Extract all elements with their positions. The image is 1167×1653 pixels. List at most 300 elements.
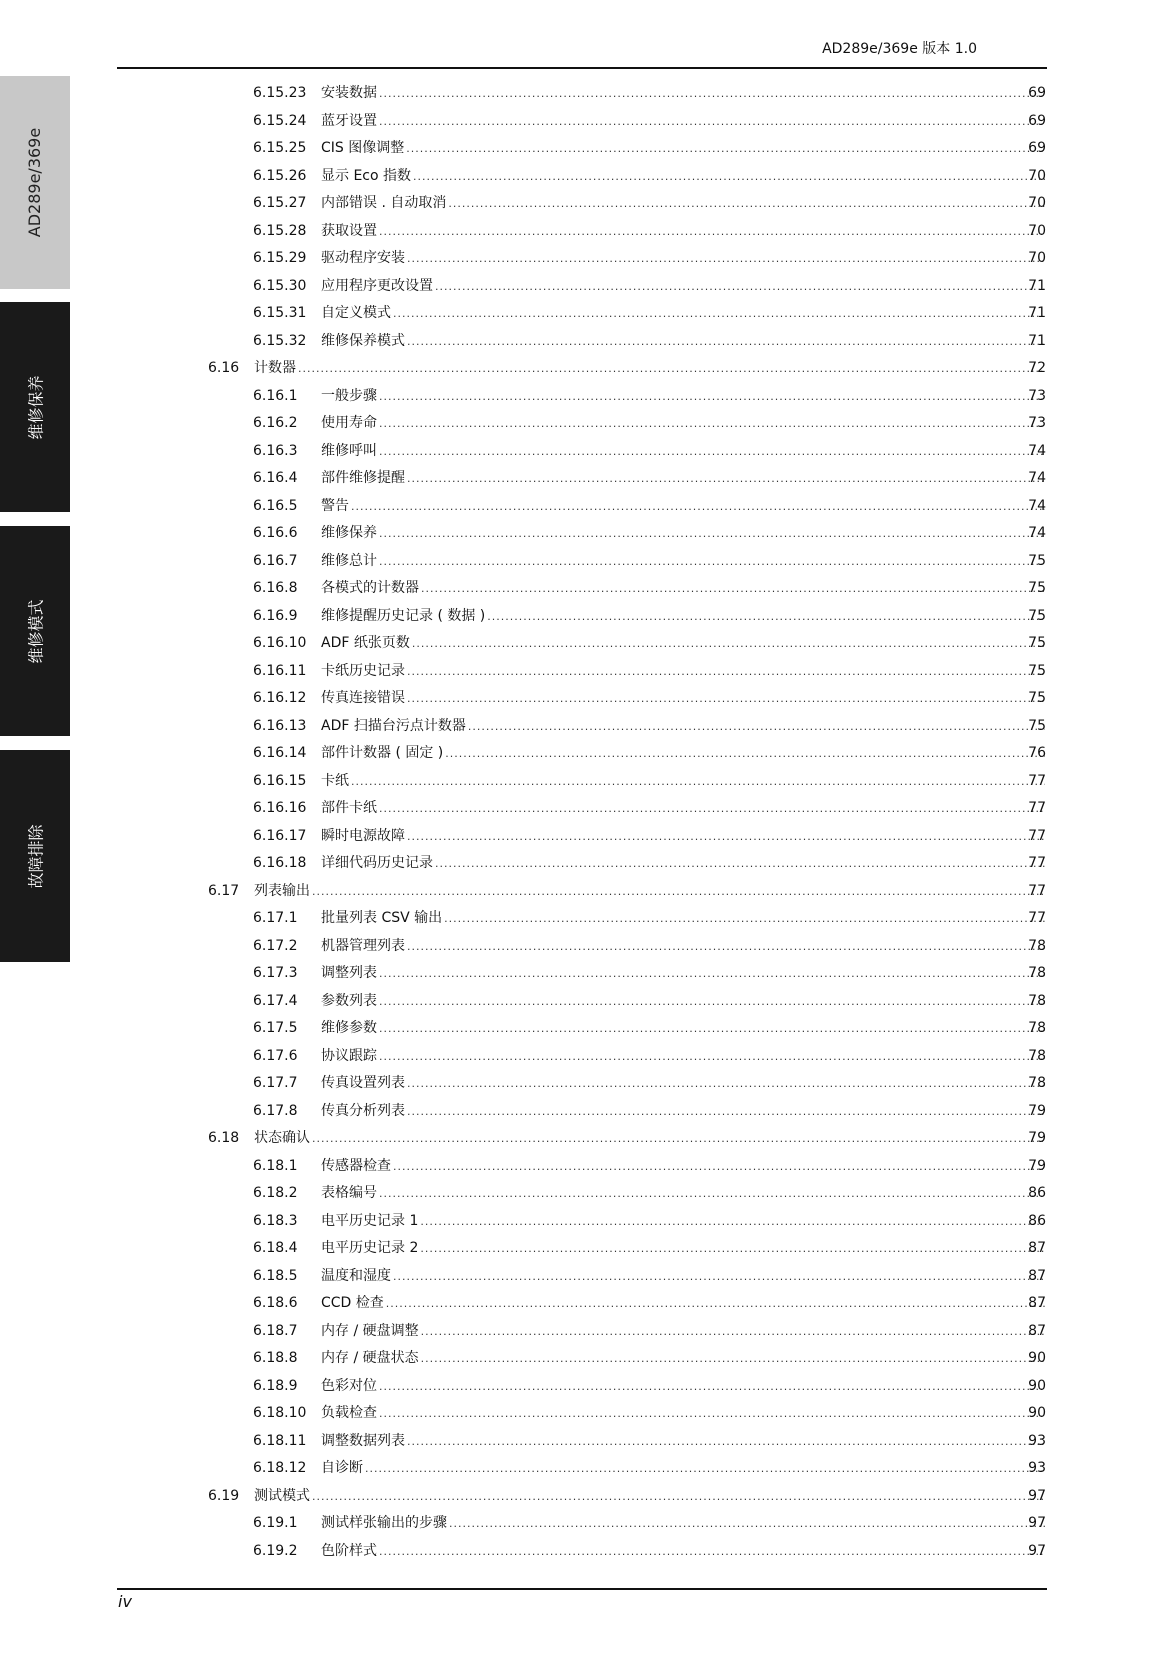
toc-entry-page: 86 [1028, 1212, 1046, 1229]
toc-entry[interactable] [0, 1125, 1167, 1153]
toc-entry-title: 一般步骤 [321, 387, 377, 404]
dot-leader [393, 300, 1045, 328]
toc-entry-page: 71 [1028, 277, 1046, 294]
toc-entry-title: 测试样张输出的步骤 [321, 1515, 447, 1531]
toc-entry[interactable] [0, 135, 1167, 163]
toc-entry-title: 负载检查 [321, 1405, 377, 1421]
toc-entry-title: 安装数据 [321, 85, 377, 101]
toc-entry-title-wrap [321, 713, 1045, 741]
toc-entry[interactable] [0, 300, 1167, 328]
toc-entry-number: 6.16.1 [253, 387, 298, 404]
toc-entry-number: 6.15.32 [253, 332, 307, 349]
dot-leader [379, 520, 1045, 548]
dot-leader [379, 383, 1045, 411]
toc-entry[interactable] [0, 1538, 1167, 1566]
toc-entry-title: 机器管理列表 [321, 937, 405, 954]
toc-entry-page: 97 [1028, 1542, 1046, 1559]
dot-leader [421, 1345, 1045, 1373]
toc-entry-title: 维修呼叫 [321, 442, 377, 459]
toc-entry-title: 色彩对位 [321, 1377, 377, 1394]
toc-entry-title-wrap [321, 108, 1045, 136]
toc-entry-title-wrap [321, 410, 1045, 438]
toc-entry-number: 6.16.11 [253, 662, 307, 679]
dot-leader [379, 548, 1045, 576]
toc-entry-page: 78 [1028, 1075, 1046, 1091]
toc-entry[interactable] [0, 80, 1167, 108]
toc-entry-page: 78 [1028, 1020, 1046, 1036]
toc-entry-page: 75 [1028, 607, 1046, 624]
toc-entry-number: 6.18 [208, 1130, 240, 1146]
toc-entry-title-wrap [321, 1510, 1045, 1538]
toc-entry-number: 6.16.16 [253, 800, 307, 816]
toc-entry-page: 87 [1028, 1267, 1046, 1284]
table-of-contents [0, 80, 1167, 1565]
dot-leader [435, 850, 1045, 878]
toc-entry-title: 协议跟踪 [321, 1047, 377, 1064]
toc-entry[interactable] [0, 1290, 1167, 1318]
toc-entry-page: 97 [1028, 1515, 1046, 1531]
toc-entry-number: 6.16.9 [253, 607, 298, 624]
toc-entry-page: 69 [1028, 85, 1046, 101]
toc-entry-number: 6.18.11 [253, 1432, 307, 1449]
dot-leader [379, 1043, 1045, 1071]
toc-entry-number: 6.18.9 [253, 1377, 298, 1394]
dot-leader [420, 1235, 1045, 1263]
toc-entry-title-wrap [321, 1180, 1045, 1208]
toc-entry-title-wrap [321, 1070, 1045, 1098]
dot-leader [435, 273, 1045, 301]
toc-entry-number: 6.18.5 [253, 1267, 298, 1284]
dot-leader [407, 1098, 1045, 1126]
toc-entry-page: 97 [1028, 1487, 1046, 1504]
toc-entry-page: 70 [1028, 195, 1046, 211]
toc-entry-number: 6.16.18 [253, 855, 307, 871]
toc-entry-title-wrap [321, 1098, 1045, 1126]
dot-leader [445, 740, 1045, 768]
toc-entry-title-wrap [254, 1125, 1045, 1153]
toc-entry[interactable] [0, 410, 1167, 438]
toc-entry-page: 78 [1028, 965, 1046, 981]
toc-entry-number: 6.16.5 [253, 497, 298, 514]
dot-leader [312, 1483, 1045, 1511]
toc-entry-title: 列表输出 [254, 882, 310, 899]
toc-entry-title-wrap [321, 1153, 1045, 1181]
dot-leader [379, 410, 1045, 438]
dot-leader [386, 1290, 1045, 1318]
toc-entry-title-wrap [321, 493, 1045, 521]
toc-entry-page: 73 [1028, 415, 1046, 431]
toc-entry-title-wrap [321, 300, 1045, 328]
toc-entry-number: 6.18.12 [253, 1460, 307, 1476]
toc-entry-title-wrap [321, 823, 1045, 851]
toc-entry-title: 详细代码历史记录 [321, 855, 433, 871]
toc-entry[interactable] [0, 548, 1167, 576]
toc-entry[interactable] [0, 1208, 1167, 1236]
toc-entry-page: 93 [1028, 1460, 1046, 1476]
toc-entry[interactable] [0, 1153, 1167, 1181]
dot-leader [312, 878, 1045, 906]
toc-entry-number: 6.15.23 [253, 85, 307, 101]
side-tab-label: 维修保养 [26, 374, 46, 440]
dot-leader [421, 575, 1045, 603]
toc-entry[interactable] [0, 1428, 1167, 1456]
toc-entry-number: 6.17 [208, 882, 240, 899]
dot-leader [379, 438, 1045, 466]
toc-entry[interactable] [0, 658, 1167, 686]
toc-entry[interactable] [0, 603, 1167, 631]
toc-entry[interactable] [0, 355, 1167, 383]
toc-entry-number: 6.15.31 [253, 305, 307, 321]
toc-entry[interactable] [0, 905, 1167, 933]
toc-entry-title: 温度和湿度 [321, 1267, 391, 1284]
dot-leader [407, 1428, 1045, 1456]
toc-entry[interactable] [0, 1043, 1167, 1071]
toc-entry-title-wrap [321, 135, 1045, 163]
toc-entry-page: 77 [1028, 800, 1046, 816]
side-tab-label: 维修模式 [26, 598, 46, 664]
dot-leader [379, 1538, 1045, 1566]
toc-entry[interactable] [0, 933, 1167, 961]
toc-entry[interactable] [0, 988, 1167, 1016]
dot-leader [379, 960, 1045, 988]
toc-entry-title-wrap [321, 575, 1045, 603]
dot-leader [379, 988, 1045, 1016]
toc-entry-title-wrap [321, 1318, 1045, 1346]
toc-entry-title: 维修保养 [321, 525, 377, 541]
toc-entry-title: 维修参数 [321, 1020, 377, 1036]
toc-entry-title: 表格编号 [321, 1185, 377, 1201]
toc-entry[interactable] [0, 740, 1167, 768]
toc-entry-title-wrap [321, 465, 1045, 493]
toc-entry[interactable] [0, 1373, 1167, 1401]
toc-entry-title-wrap [321, 1263, 1045, 1291]
toc-entry-page: 78 [1028, 937, 1046, 954]
toc-entry[interactable] [0, 850, 1167, 878]
toc-entry[interactable] [0, 685, 1167, 713]
toc-entry-number: 6.18.6 [253, 1295, 298, 1311]
toc-entry-number: 6.15.30 [253, 277, 307, 294]
toc-entry[interactable] [0, 190, 1167, 218]
toc-entry-title-wrap [321, 1015, 1045, 1043]
toc-entry-page: 79 [1028, 1157, 1046, 1174]
toc-entry-title-wrap [321, 80, 1045, 108]
toc-entry-number: 6.16.14 [253, 745, 307, 761]
toc-entry-title: CCD 检查 [321, 1295, 384, 1311]
toc-entry-title-wrap [321, 768, 1045, 796]
toc-entry[interactable] [0, 245, 1167, 273]
toc-entry-title: 内存 / 硬盘调整 [321, 1322, 419, 1339]
toc-entry[interactable] [0, 823, 1167, 851]
dot-leader [351, 493, 1045, 521]
toc-entry-title-wrap [254, 355, 1045, 383]
toc-entry-title: 瞬时电源故障 [321, 827, 405, 844]
toc-entry-number: 6.17.2 [253, 937, 298, 954]
toc-entry-title: 警告 [321, 497, 349, 514]
toc-entry-title-wrap [321, 218, 1045, 246]
toc-entry-page: 77 [1028, 772, 1046, 789]
toc-entry-number: 6.16.6 [253, 525, 298, 541]
toc-entry-number: 6.18.8 [253, 1350, 298, 1366]
toc-entry-title: 维修提醒历史记录 ( 数据 ) [321, 607, 486, 624]
header-title: AD289e/369e 版本 1.0 [822, 41, 977, 57]
dot-leader [487, 603, 1045, 631]
toc-entry-title: 维修保养模式 [321, 332, 405, 349]
toc-entry-number: 6.15.26 [253, 167, 307, 184]
toc-entry[interactable] [0, 630, 1167, 658]
dot-leader [365, 1455, 1045, 1483]
toc-entry-title: 部件计数器 ( 固定 ) [321, 745, 444, 761]
toc-entry[interactable] [0, 108, 1167, 136]
toc-entry-title-wrap [321, 933, 1045, 961]
toc-entry[interactable] [0, 1098, 1167, 1126]
toc-entry-title-wrap [321, 685, 1045, 713]
toc-entry[interactable] [0, 493, 1167, 521]
toc-entry-title: 部件维修提醒 [321, 470, 405, 486]
toc-entry-page: 75 [1028, 690, 1046, 706]
toc-entry[interactable] [0, 795, 1167, 823]
toc-entry-page: 75 [1028, 717, 1046, 734]
toc-entry-page: 90 [1028, 1405, 1046, 1421]
dot-leader [407, 658, 1045, 686]
toc-entry-page: 69 [1028, 112, 1046, 129]
toc-entry-title-wrap [321, 383, 1045, 411]
toc-entry-page: 74 [1028, 525, 1046, 541]
toc-entry-title: 电平历史记录 2 [321, 1240, 419, 1256]
toc-entry[interactable] [0, 1180, 1167, 1208]
toc-entry-page: 75 [1028, 635, 1046, 651]
toc-entry-number: 6.17.5 [253, 1020, 298, 1036]
toc-entry-title-wrap [321, 163, 1045, 191]
toc-entry[interactable] [0, 328, 1167, 356]
toc-entry-title-wrap [321, 1235, 1045, 1263]
toc-entry[interactable] [0, 1318, 1167, 1346]
toc-entry[interactable] [0, 273, 1167, 301]
toc-entry-title-wrap [254, 1483, 1045, 1511]
toc-entry-title-wrap [321, 988, 1045, 1016]
toc-entry-title: 批量列表 CSV 输出 [321, 910, 443, 926]
toc-entry[interactable] [0, 438, 1167, 466]
toc-entry-title-wrap [321, 1345, 1045, 1373]
toc-entry-page: 87 [1028, 1240, 1046, 1256]
toc-entry-page: 86 [1028, 1185, 1046, 1201]
dot-leader [413, 163, 1045, 191]
toc-entry-title-wrap [321, 1373, 1045, 1401]
dot-leader [406, 135, 1045, 163]
toc-entry-title: 自定义模式 [321, 305, 391, 321]
toc-entry[interactable] [0, 163, 1167, 191]
toc-entry-number: 6.17.3 [253, 965, 298, 981]
toc-entry-title: 自诊断 [321, 1460, 363, 1476]
side-tab-label: AD289e/369e [25, 127, 45, 238]
toc-entry-number: 6.15.24 [253, 112, 307, 129]
dot-leader [412, 630, 1045, 658]
toc-entry-page: 87 [1028, 1295, 1046, 1311]
toc-entry-title: 各模式的计数器 [321, 580, 419, 596]
toc-entry-title: 获取设置 [321, 222, 377, 239]
toc-entry-title: 参数列表 [321, 992, 377, 1009]
toc-entry-title: ADF 扫描台污点计数器 [321, 717, 466, 734]
dot-leader [407, 328, 1045, 356]
toc-entry-number: 6.15.25 [253, 140, 307, 156]
toc-entry-title: 色阶样式 [321, 1542, 377, 1559]
toc-entry-number: 6.16.15 [253, 772, 307, 789]
toc-entry-number: 6.16.12 [253, 690, 307, 706]
toc-entry-page: 74 [1028, 470, 1046, 486]
toc-entry[interactable] [0, 1235, 1167, 1263]
toc-entry-title-wrap [321, 1428, 1045, 1456]
dot-leader [407, 933, 1045, 961]
toc-entry-number: 6.17.8 [253, 1102, 298, 1119]
dot-leader [407, 685, 1045, 713]
toc-entry-title-wrap [321, 1043, 1045, 1071]
dot-leader [351, 768, 1045, 796]
toc-entry[interactable] [0, 878, 1167, 906]
toc-entry-number: 6.16.3 [253, 442, 298, 459]
toc-entry-number: 6.19.1 [253, 1515, 298, 1531]
dot-leader [393, 1153, 1045, 1181]
toc-entry-title: 调整列表 [321, 965, 377, 981]
toc-entry[interactable] [0, 218, 1167, 246]
toc-entry-number: 6.17.6 [253, 1047, 298, 1064]
toc-entry-page: 77 [1028, 910, 1046, 926]
dot-leader [379, 1015, 1045, 1043]
toc-entry[interactable] [0, 383, 1167, 411]
toc-entry-title: 使用寿命 [321, 415, 377, 431]
toc-entry-title-wrap [321, 273, 1045, 301]
dot-leader [421, 1318, 1045, 1346]
toc-entry-number: 6.16.8 [253, 580, 298, 596]
toc-entry-title-wrap [321, 905, 1045, 933]
toc-entry-number: 6.18.1 [253, 1157, 298, 1174]
toc-entry[interactable] [0, 465, 1167, 493]
toc-entry-title-wrap [321, 1208, 1045, 1236]
toc-entry-title-wrap [254, 878, 1045, 906]
toc-entry-page: 75 [1028, 662, 1046, 679]
toc-entry-page: 77 [1028, 855, 1046, 871]
toc-entry-number: 6.16.17 [253, 827, 307, 844]
toc-entry-page: 73 [1028, 387, 1046, 404]
toc-entry-page: 74 [1028, 442, 1046, 459]
toc-entry-number: 6.18.10 [253, 1405, 307, 1421]
toc-entry-number: 6.16.4 [253, 470, 298, 486]
toc-entry-title-wrap [321, 328, 1045, 356]
toc-entry-number: 6.19.2 [253, 1542, 298, 1559]
footer-page-number: iv [118, 1592, 132, 1611]
toc-entry-page: 70 [1028, 222, 1046, 239]
toc-entry-title: 电平历史记录 1 [321, 1212, 419, 1229]
toc-entry-title: 内部错误 . 自动取消 [321, 195, 447, 211]
toc-entry-title-wrap [321, 190, 1045, 218]
toc-entry-page: 69 [1028, 140, 1046, 156]
toc-entry-number: 6.15.27 [253, 195, 307, 211]
dot-leader [298, 355, 1045, 383]
dot-leader [407, 245, 1045, 273]
toc-entry-title-wrap [321, 438, 1045, 466]
dot-leader [468, 713, 1045, 741]
dot-leader [444, 905, 1045, 933]
toc-entry[interactable] [0, 960, 1167, 988]
toc-entry-number: 6.15.29 [253, 250, 307, 266]
toc-entry-title-wrap [321, 520, 1045, 548]
toc-entry-number: 6.17.7 [253, 1075, 298, 1091]
toc-entry-title: 内存 / 硬盘状态 [321, 1350, 419, 1366]
toc-entry-page: 78 [1028, 992, 1046, 1009]
toc-entry-title-wrap [321, 850, 1045, 878]
toc-entry[interactable] [0, 1510, 1167, 1538]
toc-entry-title: 传真设置列表 [321, 1075, 405, 1091]
toc-entry[interactable] [0, 1400, 1167, 1428]
dot-leader [407, 465, 1045, 493]
toc-entry[interactable] [0, 1455, 1167, 1483]
toc-entry-title: 状态确认 [254, 1130, 310, 1146]
header-rule [117, 67, 1047, 69]
dot-leader [420, 1208, 1045, 1236]
toc-entry-page: 87 [1028, 1322, 1046, 1339]
toc-entry-number: 6.18.4 [253, 1240, 298, 1256]
toc-entry-number: 6.16.10 [253, 635, 307, 651]
dot-leader [393, 1263, 1045, 1291]
toc-entry-title-wrap [321, 658, 1045, 686]
toc-entry-number: 6.18.2 [253, 1185, 298, 1201]
dot-leader [379, 218, 1045, 246]
dot-leader [448, 190, 1045, 218]
toc-entry-title: 调整数据列表 [321, 1432, 405, 1449]
dot-leader [449, 1510, 1045, 1538]
toc-entry-title-wrap [321, 603, 1045, 631]
toc-entry-page: 74 [1028, 497, 1046, 514]
toc-entry-page: 90 [1028, 1377, 1046, 1394]
toc-entry-number: 6.16 [208, 360, 240, 376]
toc-entry-page: 71 [1028, 332, 1046, 349]
dot-leader [379, 1400, 1045, 1428]
toc-entry-number: 6.16.13 [253, 717, 307, 734]
toc-entry-page: 78 [1028, 1047, 1046, 1064]
toc-entry[interactable] [0, 1015, 1167, 1043]
toc-entry[interactable] [0, 713, 1167, 741]
toc-entry[interactable] [0, 575, 1167, 603]
toc-entry-number: 6.19 [208, 1487, 240, 1504]
toc-entry[interactable] [0, 1070, 1167, 1098]
dot-leader [407, 823, 1045, 851]
toc-entry-title-wrap [321, 1290, 1045, 1318]
toc-entry-title-wrap [321, 960, 1045, 988]
toc-entry-page: 70 [1028, 250, 1046, 266]
toc-entry[interactable] [0, 768, 1167, 796]
toc-entry-title: 驱动程序安装 [321, 250, 405, 266]
toc-entry[interactable] [0, 1345, 1167, 1373]
toc-entry-title: 应用程序更改设置 [321, 277, 433, 294]
toc-entry-title: CIS 图像调整 [321, 140, 405, 156]
toc-entry-title: 卡纸 [321, 772, 349, 789]
toc-entry-page: 77 [1028, 882, 1046, 899]
toc-entry-number: 6.16.7 [253, 552, 298, 569]
dot-leader [312, 1125, 1045, 1153]
toc-entry-title: 传感器检查 [321, 1157, 391, 1174]
toc-entry-title: 测试模式 [254, 1487, 310, 1504]
toc-entry[interactable] [0, 520, 1167, 548]
toc-entry[interactable] [0, 1263, 1167, 1291]
toc-entry-title: 计数器 [254, 360, 296, 376]
toc-entry[interactable] [0, 1483, 1167, 1511]
toc-entry-title: 传真连接错误 [321, 690, 405, 706]
toc-entry-page: 75 [1028, 552, 1046, 569]
toc-entry-title: 卡纸历史记录 [321, 662, 405, 679]
toc-entry-title: 维修总计 [321, 552, 377, 569]
toc-entry-page: 76 [1028, 745, 1046, 761]
toc-entry-page: 77 [1028, 827, 1046, 844]
toc-entry-title: 显示 Eco 指数 [321, 167, 412, 184]
toc-entry-title-wrap [321, 795, 1045, 823]
